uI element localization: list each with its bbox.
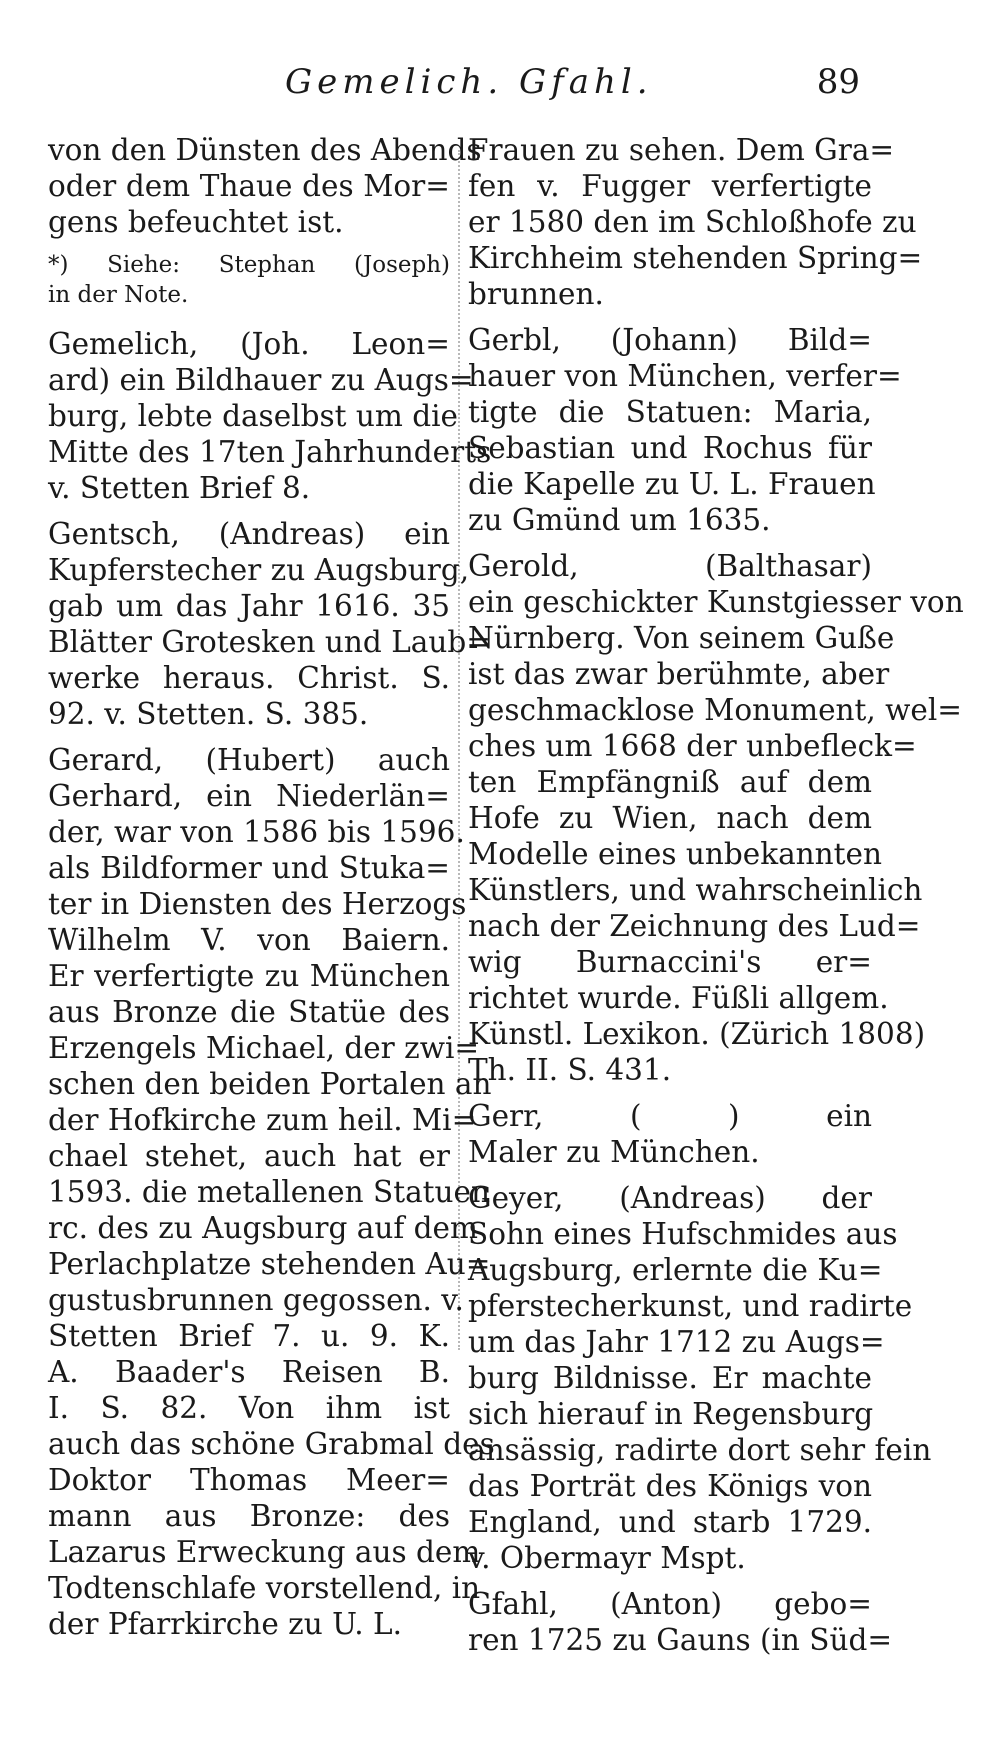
text-line: Th. II. S. 431.: [468, 1053, 672, 1087]
text-line: Geyer, (Andreas) der: [468, 1181, 872, 1215]
text-line: ches um 1668 der unbefleck=: [468, 729, 917, 763]
text-line: ard) ein Bildhauer zu Augs=: [48, 363, 474, 397]
text-line: zu Gmünd um 1635.: [468, 503, 771, 537]
text-line: Gfahl, (Anton) gebo=: [468, 1587, 872, 1621]
text-line: der Hofkirche zum heil. Mi=: [48, 1103, 477, 1137]
entry-gerold: [468, 548, 964, 1088]
text-line: von den Dünsten des Abends: [48, 133, 482, 167]
text-line: burg, lebte daselbst um die: [48, 399, 458, 433]
right-column: [468, 132, 964, 1658]
text-line: ter in Diensten des Herzogs: [48, 887, 467, 921]
text-line: Perlachplatze stehenden Au=: [48, 1247, 491, 1281]
footnote: [48, 250, 450, 310]
text-line: 92. v. Stetten. S. 385.: [48, 697, 369, 731]
text-line: als Bildformer und Stuka=: [48, 851, 450, 885]
text-line: Er verfertigte zu München: [48, 959, 450, 993]
text-line: Blätter Grotesken und Laub=: [48, 625, 491, 659]
text-line: v. Obermayr Mspt.: [468, 1541, 746, 1575]
text-line: nach der Zeichnung des Lud=: [468, 909, 921, 943]
text-line: brunnen.: [468, 277, 604, 311]
text-line: ein geschickter Kunstgiesser von: [468, 585, 964, 619]
text-line: Gentsch, (Andreas) ein: [48, 517, 450, 551]
text-line: wig Burnaccini's er=: [468, 945, 872, 979]
text-line: werke heraus. Christ. S.: [48, 661, 450, 695]
entry-gerbl: [468, 322, 902, 538]
text-line: ten Empfängniß auf dem: [468, 765, 872, 799]
text-line: auch das schöne Grabmal des: [48, 1427, 495, 1461]
text-line: Hofe zu Wien, nach dem: [468, 801, 872, 835]
text-line: rc. des zu Augsburg auf dem: [48, 1211, 478, 1245]
text-line: ren 1725 zu Gauns (in Süd=: [468, 1623, 893, 1657]
text-line: tigte die Statuen: Maria,: [468, 395, 872, 429]
text-line: burg Bildnisse. Er machte: [468, 1361, 872, 1395]
text-line: Todtenschlafe vorstellend, in: [48, 1571, 481, 1605]
text-line: Gemelich, (Joh. Leon=: [48, 327, 450, 361]
text-line: mann aus Bronze: des: [48, 1499, 450, 1533]
text-line: pferstecherkunst, und radirte: [468, 1289, 913, 1323]
text-line: geschmacklose Monument, wel=: [468, 693, 962, 727]
text-line: Kirchheim stehenden Spring=: [468, 241, 923, 275]
text-line: Gerbl, (Johann) Bild=: [468, 323, 872, 357]
entry-gerard: [48, 742, 495, 1642]
left-column: [48, 132, 495, 1642]
text-line: der Pfarrkirche zu U. L.: [48, 1607, 402, 1641]
text-line: um das Jahr 1712 zu Augs=: [468, 1325, 885, 1359]
text-line: Augsburg, erlernte die Ku=: [468, 1253, 883, 1287]
text-line: I. S. 82. Von ihm ist: [48, 1391, 450, 1425]
text-line: Wilhelm V. von Baiern.: [48, 923, 450, 957]
text-line: Lazarus Erweckung aus dem: [48, 1535, 481, 1569]
entry-gentsch: [48, 516, 491, 732]
text-line: Erzengels Michael, der zwi=: [48, 1031, 480, 1065]
text-line: ansässig, radirte dort sehr fein: [468, 1433, 932, 1467]
text-line: Nürnberg. Von seinem Guße: [468, 621, 895, 655]
entry-gemelich: [48, 326, 492, 506]
text-line: er 1580 den im Schloßhofe zu: [468, 205, 917, 239]
right-continuation: [468, 132, 923, 312]
page-number: 89: [816, 62, 860, 102]
text-line: der, war von 1586 bis 1596.: [48, 815, 465, 849]
text-line: fen v. Fugger verfertigte: [468, 169, 872, 203]
text-line: ist das zwar berühmte, aber: [468, 657, 890, 691]
text-line: schen den beiden Portalen an: [48, 1067, 492, 1101]
footnote-line: in der Note.: [48, 282, 189, 308]
entry-gfahl: [468, 1586, 893, 1658]
text-line: Gerhard, ein Niederlän=: [48, 779, 450, 813]
text-line: A. Baader's Reisen B.: [48, 1355, 450, 1389]
text-line: 1593. die metallenen Statuen: [48, 1175, 490, 1209]
text-line: Kupferstecher zu Augsburg,: [48, 553, 470, 587]
text-line: hauer von München, verfer=: [468, 359, 902, 393]
text-line: Gerr, ( ) ein: [468, 1099, 872, 1133]
text-line: Sohn eines Hufschmides aus: [468, 1217, 898, 1251]
text-line: Modelle eines unbekannten: [468, 837, 882, 871]
text-line: Mitte des 17ten Jahrhunderts: [48, 435, 492, 469]
text-line: Künstl. Lexikon. (Zürich 1808): [468, 1017, 926, 1051]
entry-gerr: [468, 1098, 872, 1170]
text-line: richtet wurde. Füßli allgem.: [468, 981, 889, 1015]
text-line: England, und starb 1729.: [468, 1505, 872, 1539]
text-line: gens befeuchtet ist.: [48, 205, 344, 239]
text-line: v. Stetten Brief 8.: [48, 471, 311, 505]
text-line: Maler zu München.: [468, 1135, 760, 1169]
text-line: Frauen zu sehen. Dem Gra=: [468, 133, 895, 167]
text-line: Doktor Thomas Meer=: [48, 1463, 450, 1497]
text-line: gab um das Jahr 1616. 35: [48, 589, 450, 623]
text-line: Gerard, (Hubert) auch: [48, 743, 450, 777]
footnote-line: *) Siehe: Stephan (Joseph): [48, 252, 450, 278]
text-line: chael stehet, auch hat er: [48, 1139, 450, 1173]
text-line: oder dem Thaue des Mor=: [48, 169, 450, 203]
text-line: die Kapelle zu U. L. Frauen: [468, 467, 876, 501]
text-line: Gerold, (Balthasar): [468, 549, 872, 583]
text-line: aus Bronze die Statüe des: [48, 995, 450, 1029]
text-line: sich hierauf in Regensburg: [468, 1397, 874, 1431]
text-line: Künstlers, und wahrscheinlich: [468, 873, 923, 907]
left-continuation: [48, 132, 482, 240]
column-divider: [458, 150, 461, 1350]
text-line: das Porträt des Königs von: [468, 1469, 872, 1503]
text-line: Sebastian und Rochus für: [468, 431, 872, 465]
text-line: Stetten Brief 7. u. 9. K.: [48, 1319, 450, 1353]
running-head: Gemelich. Gfahl.: [285, 62, 653, 102]
text-line: gustusbrunnen gegossen. v.: [48, 1283, 464, 1317]
page-header: [285, 62, 860, 112]
entry-geyer: [468, 1180, 932, 1576]
